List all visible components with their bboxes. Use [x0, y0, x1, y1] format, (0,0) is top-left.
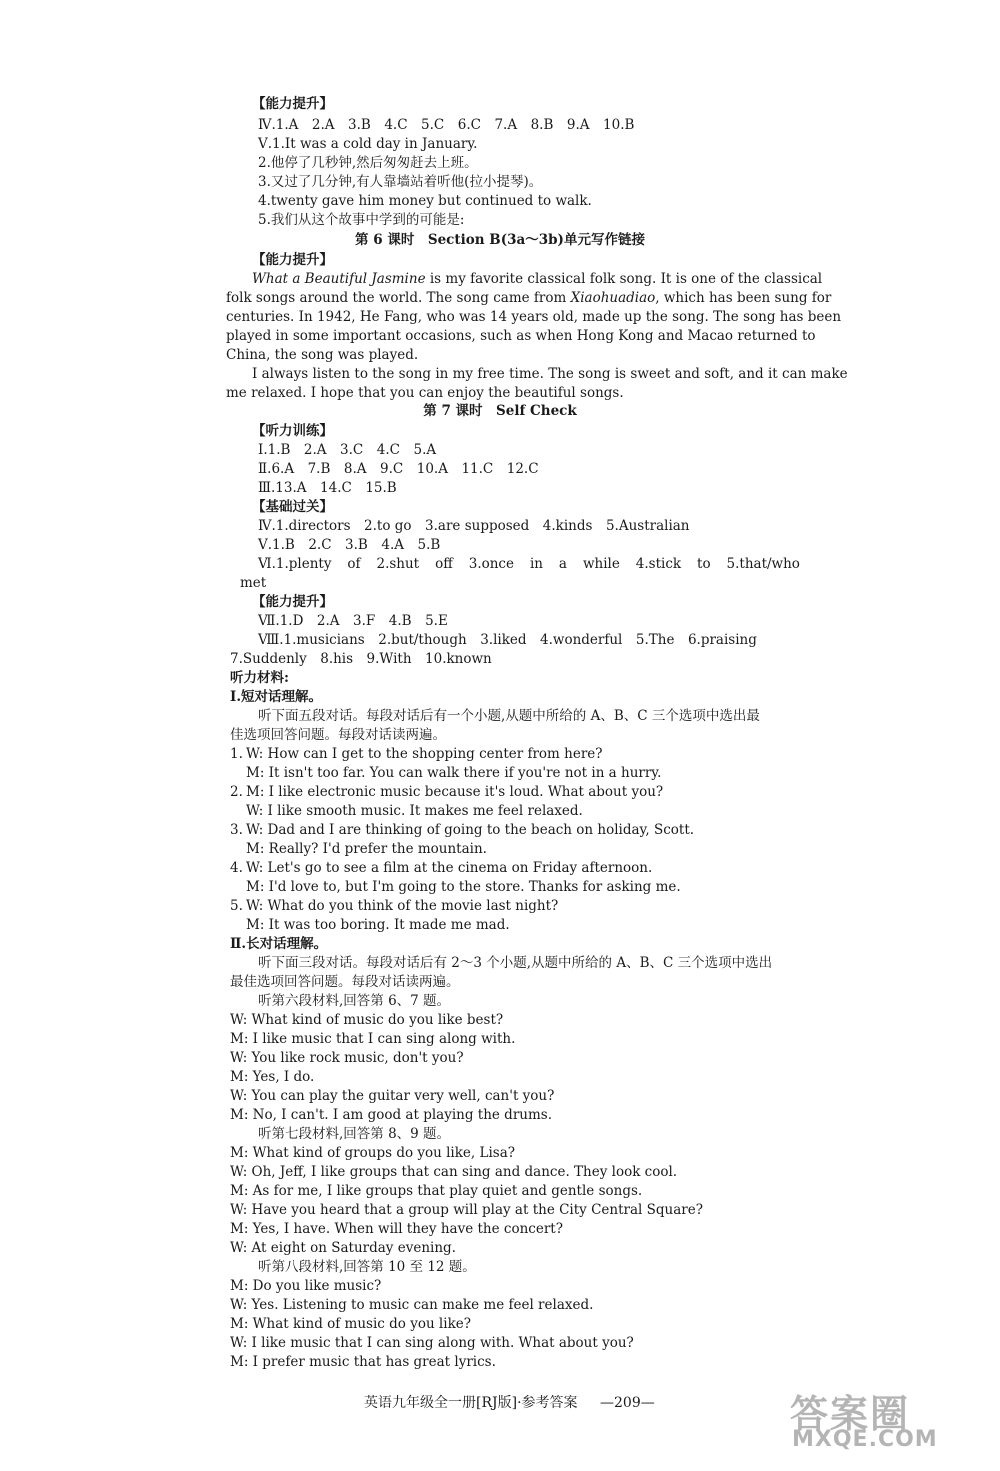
dialog-number: 5. — [230, 898, 243, 914]
section-short-dialogs: Ⅰ.短对话理解。 — [230, 689, 323, 705]
answer-line-iv-7: Ⅳ.1.directors 2.to go 3.are supposed 4.kinds 5.Australian — [258, 518, 690, 534]
dialog-line: M: What kind of groups do you like, Lisa? — [230, 1145, 516, 1161]
section-heading-ability: 【能力提升】 — [252, 96, 333, 112]
text-segment: is my favorite classical folk song. It is one of the classical — [425, 271, 823, 287]
answer-line-v5: 5.我们从这个故事中学到的可能是: — [258, 212, 465, 228]
short-dialogs-intro-2: 佳选项回答问题。每段对话读两遍。 — [230, 727, 446, 743]
dialog-number: 4. — [230, 860, 243, 876]
answer-word: a — [558, 556, 567, 572]
dialog-line: W: You can play the guitar very well, can't you? — [230, 1088, 555, 1104]
answer-word: in — [529, 556, 543, 572]
part-8-heading: 听第八段材料,回答第 10 至 12 题。 — [258, 1259, 476, 1275]
answer-line-vi-cont: met — [240, 575, 267, 591]
dialog-line: M: Yes, I have. When will they have the concert? — [230, 1221, 563, 1237]
dialog-line: W: Yes. Listening to music can make me feel relaxed. — [230, 1297, 594, 1313]
composition-line — [226, 289, 831, 307]
answer-word: 2.shut — [376, 556, 420, 572]
long-dialogs-intro-1: 听下面三段对话。每段对话后有 2～3 个小题,从题中所给的 A、B、C 三个选项中选出 — [258, 955, 773, 971]
dialog-line: M: It was too boring. It made me mad. — [246, 917, 510, 933]
dialog-line: M: I like electronic music because it's loud. What about you? — [246, 784, 664, 800]
text-segment: , which has been sung for — [655, 290, 832, 306]
answer-line-iii: Ⅲ.13.A 14.C 15.B — [258, 480, 397, 496]
dialog-line: M: It isn't too far. You can walk there if you're not in a hurry. — [246, 765, 662, 781]
dialog-line: M: I like music that I can sing along with. — [230, 1031, 516, 1047]
answer-line-iv: Ⅳ.1.A 2.A 3.B 4.C 5.C 6.C 7.A 8.B 9.A 10.B — [258, 117, 635, 133]
dialog-line: M: I prefer music that has great lyrics. — [230, 1354, 496, 1370]
lesson-6-title: 第 6 课时 Section B(3a～3b)单元写作链接 — [355, 232, 645, 248]
answer-line-v-7: Ⅴ.1.B 2.C 3.B 4.A 5.B — [258, 537, 441, 553]
answer-line-vii: Ⅶ.1.D 2.A 3.F 4.B 5.E — [258, 613, 448, 629]
answer-word: 4.stick — [635, 556, 682, 572]
composition-line — [252, 270, 822, 288]
dialog-number: 2. — [230, 784, 243, 800]
composition-line — [226, 346, 418, 364]
dialog-line: W: I like music that I can sing along with. What about you? — [230, 1335, 634, 1351]
section-heading-ability-7: 【能力提升】 — [252, 594, 333, 610]
answer-word: off — [435, 556, 453, 572]
answer-word: 3.once — [468, 556, 514, 572]
composition-line: I always listen to the song in my free time. The song is sweet and soft, and it can make — [252, 366, 848, 382]
dialog-line: W: Oh, Jeff, I like groups that can sing and dance. They look cool. — [230, 1164, 678, 1180]
dialog-line: W: I like smooth music. It makes me feel relaxed. — [246, 803, 583, 819]
dialog-line: W: What kind of music do you like best? — [230, 1012, 504, 1028]
answer-line-v1: Ⅴ.1.It was a cold day in January. — [258, 136, 478, 152]
dialog-line: W: Dad and I are thinking of going to the beach on holiday, Scott. — [246, 822, 695, 838]
listening-material-heading: 听力材料: — [230, 670, 289, 686]
part-6-heading: 听第六段材料,回答第 6、7 题。 — [258, 993, 451, 1009]
answer-word: while — [582, 556, 620, 572]
answer-word: to — [697, 556, 711, 572]
composition-line — [226, 308, 841, 326]
watermark-cn-text: 答案圈 — [790, 1392, 911, 1436]
page-number: —209— — [600, 1395, 655, 1411]
answer-line-i: Ⅰ.1.B 2.A 3.C 4.C 5.A — [258, 442, 437, 458]
answer-line-viii-cont: 7.Suddenly 8.his 9.With 10.known — [230, 651, 492, 667]
answer-word: 5.that/who — [726, 556, 800, 572]
section-heading-listening: 【听力训练】 — [252, 423, 333, 439]
watermark-en-text: MXQE.COM — [792, 1427, 938, 1452]
dialog-line: W: How can I get to the shopping center from here? — [246, 746, 603, 762]
italic-title: What a Beautiful Jasmine — [252, 271, 426, 287]
watermark-logo — [780, 1383, 960, 1453]
answer-line-v2: 2.他停了几秒钟,然后匆匆赶去上班。 — [258, 155, 478, 171]
answer-word: Ⅵ.1.plenty — [258, 556, 332, 572]
answer-word: of — [347, 556, 361, 572]
long-dialogs-intro-2: 最佳选项回答问题。每段对话读两遍。 — [230, 974, 460, 990]
part-7-heading: 听第七段材料,回答第 8、9 题。 — [258, 1126, 451, 1142]
answer-line-vi — [258, 555, 800, 573]
dialog-line: W: At eight on Saturday evening. — [230, 1240, 456, 1256]
text-segment: China, the song was played. — [226, 347, 419, 363]
answer-line-v3: 3.又过了几分钟,有人靠墙站着听他(拉小提琴)。 — [258, 174, 543, 190]
dialog-line: M: What kind of music do you like? — [230, 1316, 471, 1332]
composition-line — [226, 327, 816, 345]
dialog-line: M: As for me, I like groups that play quiet and gentle songs. — [230, 1183, 643, 1199]
lesson-7-title: 第 7 课时 Self Check — [423, 403, 577, 419]
section-heading-ability-6: 【能力提升】 — [252, 252, 333, 268]
answer-line-ii: Ⅱ.6.A 7.B 8.A 9.C 10.A 11.C 12.C — [258, 461, 539, 477]
text-segment: centuries. In 1942, He Fang, who was 14 years old, made up the song. The song has been — [226, 309, 842, 325]
composition-line: me relaxed. I hope that you can enjoy the beautiful songs. — [226, 385, 624, 401]
dialog-line: M: Do you like music? — [230, 1278, 382, 1294]
dialog-line: W: You like rock music, don't you? — [230, 1050, 464, 1066]
section-heading-basic: 【基础过关】 — [252, 499, 333, 515]
footer-book-title: 英语九年级全一册[RJ版]·参考答案 — [364, 1395, 578, 1411]
dialog-number: 1. — [230, 746, 243, 762]
dialog-line: W: What do you think of the movie last night? — [246, 898, 559, 914]
answer-line-viii: Ⅷ.1.musicians 2.but/though 3.liked 4.wonderful 5.The 6.praising — [258, 632, 757, 648]
dialog-line: W: Have you heard that a group will play at the City Central Square? — [230, 1202, 703, 1218]
dialog-line: M: I'd love to, but I'm going to the store. Thanks for asking me. — [246, 879, 681, 895]
dialog-line: M: No, I can't. I am good at playing the drums. — [230, 1107, 552, 1123]
dialog-line: M: Really? I'd prefer the mountain. — [246, 841, 487, 857]
text-segment: folk songs around the world. The song came from — [226, 290, 571, 306]
section-long-dialogs: Ⅱ.长对话理解。 — [230, 936, 328, 952]
short-dialogs-intro-1: 听下面五段对话。每段对话后有一个小题,从题中所给的 A、B、C 三个选项中选出最 — [258, 708, 760, 724]
dialog-line: M: Yes, I do. — [230, 1069, 315, 1085]
italic-title: Xiaohuadiao — [570, 290, 656, 306]
dialog-line: W: Let's go to see a film at the cinema on Friday afternoon. — [246, 860, 653, 876]
text-segment: played in some important occasions, such as when Hong Kong and Macao returned to — [226, 328, 816, 344]
answer-line-v4: 4.twenty gave him money but continued to walk. — [258, 193, 592, 209]
dialog-number: 3. — [230, 822, 243, 838]
